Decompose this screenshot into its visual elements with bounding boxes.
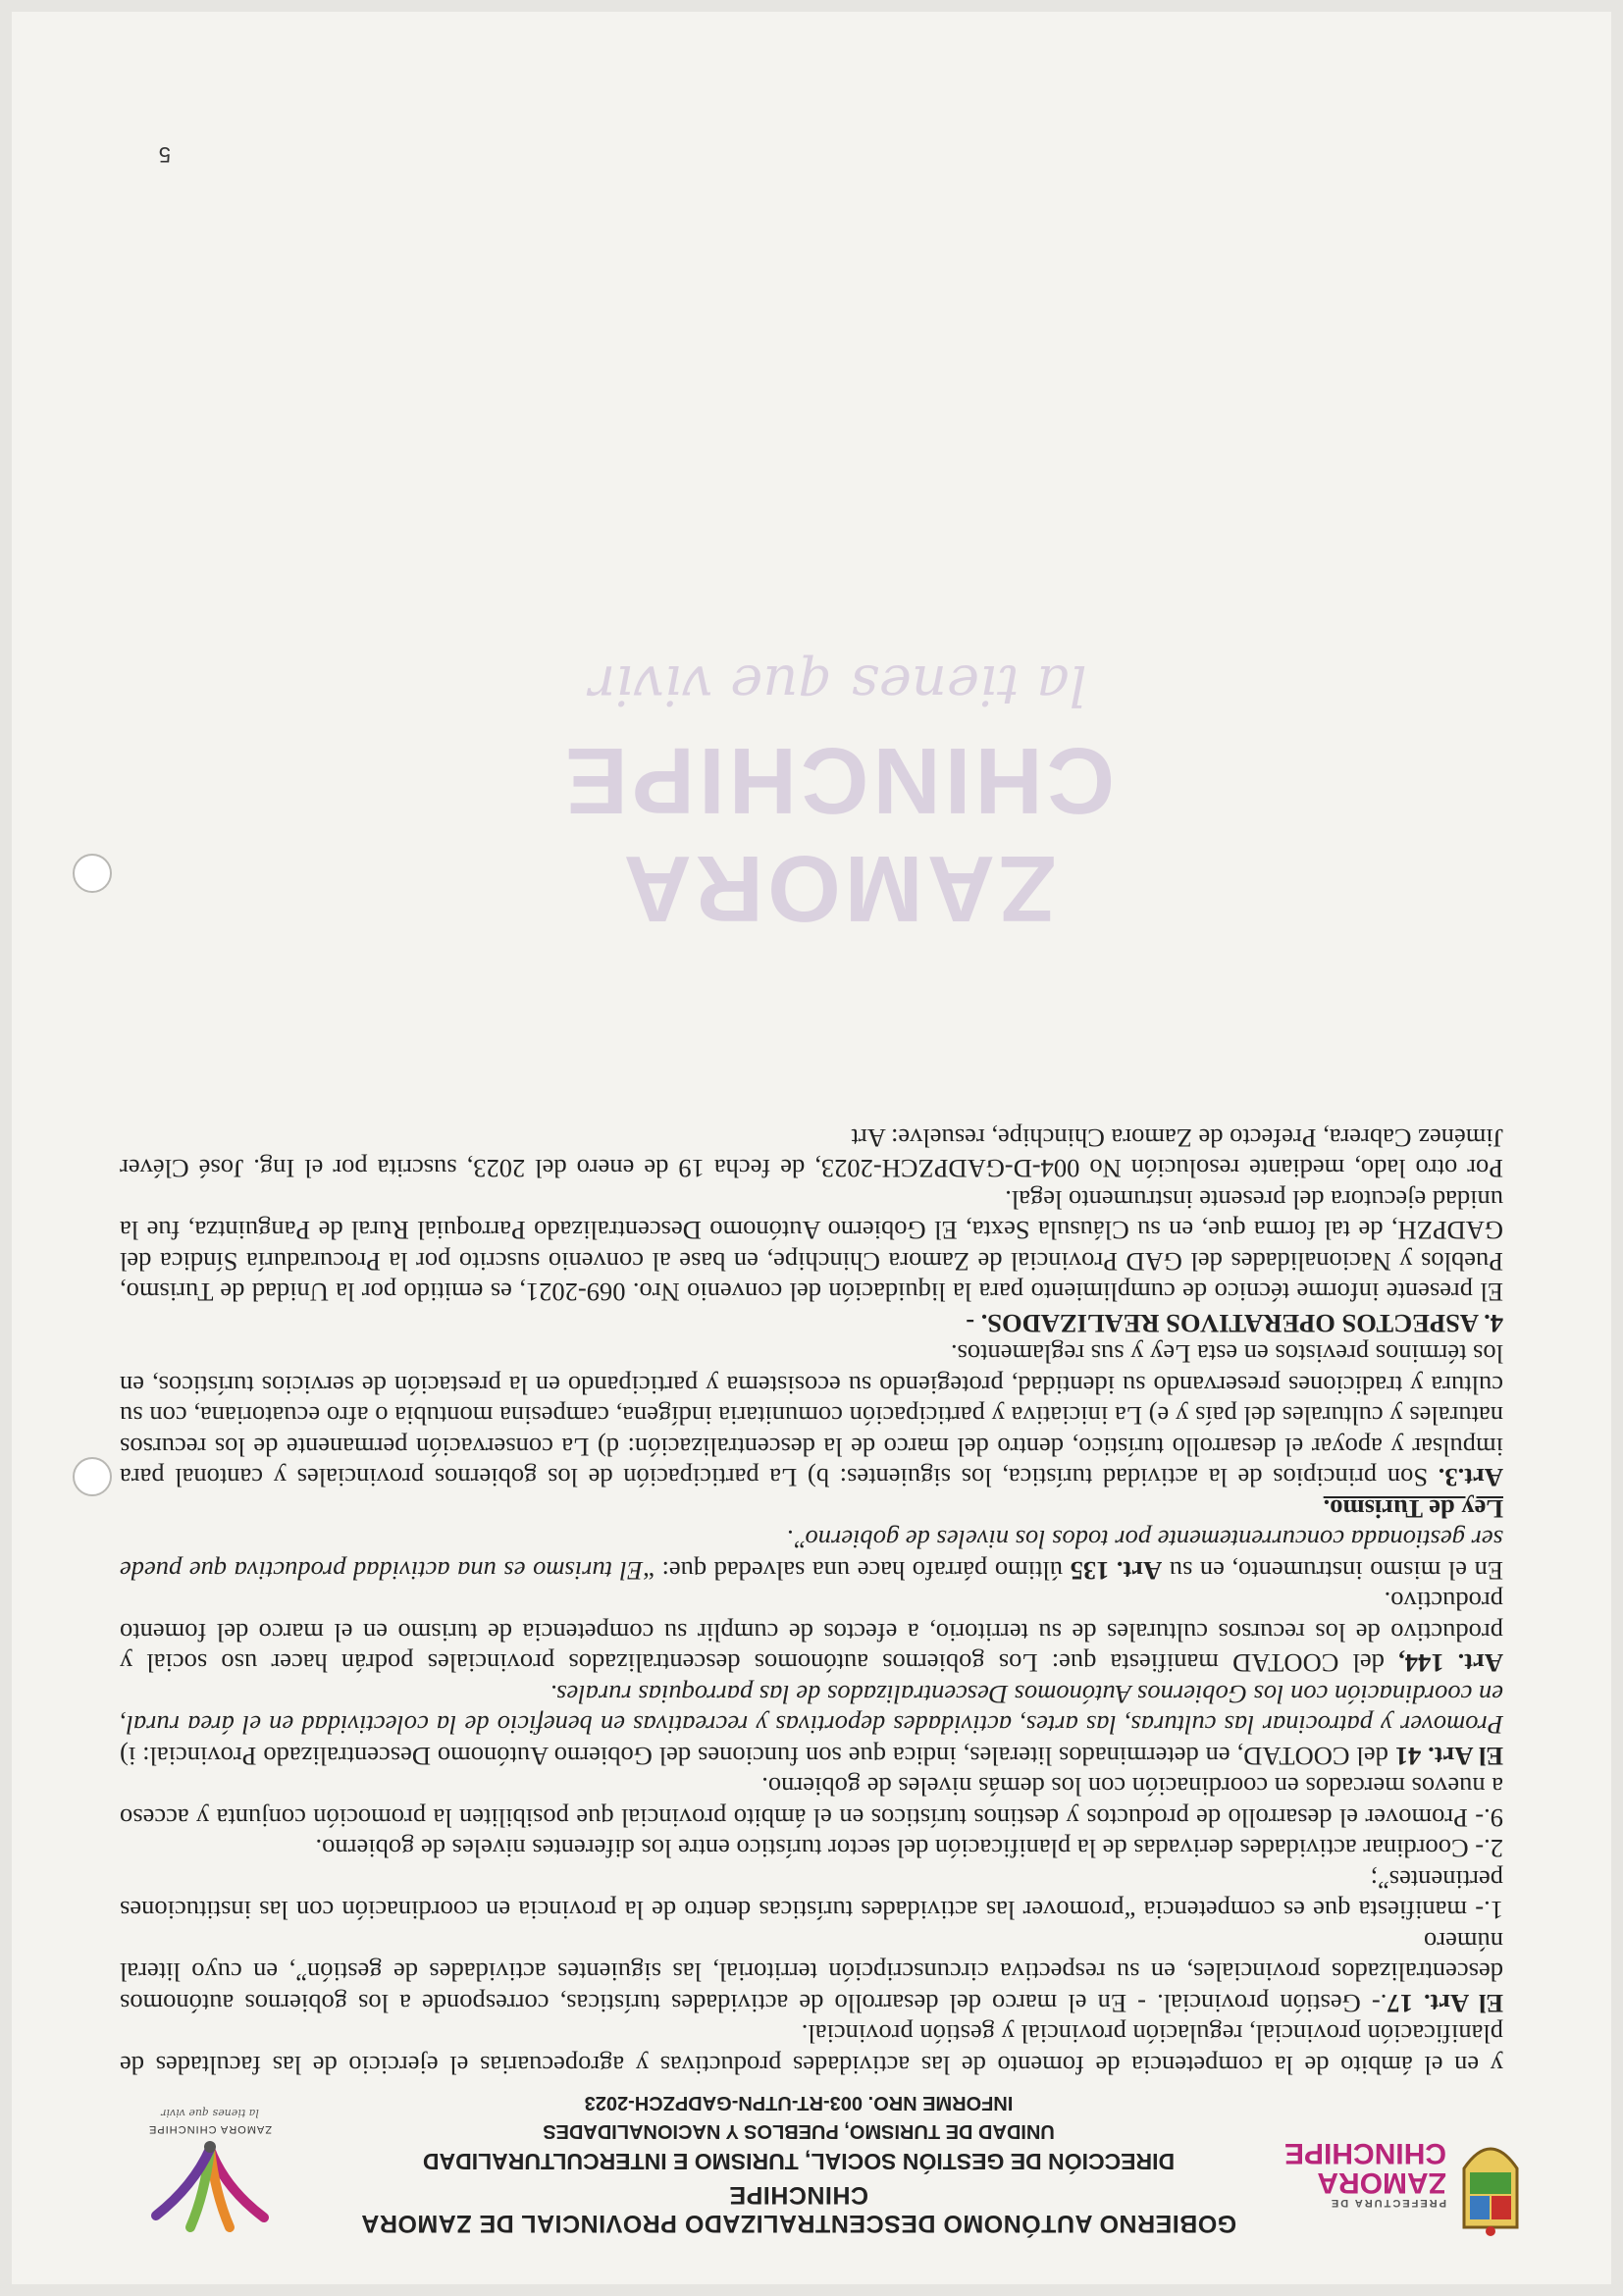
paragraph-art-3 [120, 1338, 1503, 1493]
paragraph-provincial-competence: y en el ámbito de la competencia de fomento de las actividades productivas y agropecuarias el ejercicio de las facultades de planificación provincial, regulación provincial y gestión provincial. [120, 2019, 1503, 2080]
prefectura-logo [1280, 2100, 1525, 2237]
paragraph-art-41 [120, 1679, 1503, 1772]
letterhead [102, 2092, 1525, 2237]
watermark-title: ZAMORA CHINCHIPE [560, 728, 1116, 941]
brand-tagline: la tienes que vivir [161, 2107, 259, 2119]
art-41-label: El Art. 41 [1394, 1742, 1503, 1771]
prefectura-name-line1: ZAMORA [1317, 2166, 1446, 2199]
art-17-text: .- Gestión provincial. - En el marco del desarrollo de actividades turísticas, corresponde a los gobiernos autónomos descentralizados provinciales, en su respectiva circunscripción territorial, las siguientes actividades de gestión”, en cuyo literal número [120, 1927, 1503, 2018]
art-144-label: Art. 144, [1398, 1648, 1503, 1679]
art-41-text: del COOTAD, en determinados literales, indica que son funciones del Gobierno Autónomo Descentralizado Provincial: i) [120, 1742, 1395, 1771]
header-institution: GOBIERNO AUTÓNOMO DESCENTRALIZADO PROVINCIAL DE ZAMORA CHINCHIPE [360, 2181, 1237, 2237]
paragraph-art-135 [120, 1524, 1503, 1586]
art-17-label: El Art. 17 [1387, 1989, 1503, 2018]
punch-hole-top [73, 1457, 112, 1496]
coat-of-arms-icon [1456, 2119, 1525, 2237]
law-title: Ley de Turismo. [1323, 1494, 1503, 1524]
art-135-label: Art. 135 [1070, 1556, 1163, 1586]
watermark [396, 652, 1280, 942]
header-unit: UNIDAD DE TURISMO, PUEBLOS Y NACIONALIDADES [543, 2120, 1055, 2142]
prefectura-name-line2: CHINCHIPE [1283, 2137, 1446, 2169]
zamora-brand-logo [102, 2100, 318, 2237]
art-135-close: ”. [787, 1525, 806, 1555]
art-135-intro: En el mismo instrumento, en su [1162, 1556, 1503, 1586]
paragraph-item-2: 2.- Coordinar actividades derivadas de la planificación del sector turístico entre los diferentes niveles de gobierno. [315, 1834, 1503, 1864]
art-41-italic: Promover y patrocinar las culturas, las artes, actividades deportivas y recreativas en beneficio de la colectividad en el área rural, en coordinación con los Gobiernos Autónomos Descentralizados de las parroquias rurales. [120, 1680, 1503, 1741]
prefectura-name [1284, 2138, 1446, 2208]
paragraph-art-144 [120, 1586, 1503, 1679]
paragraph-technical-report: El presente informe técnico de cumplimiento para la liquidación del convenio Nro. 069-2021, es emitido por la Unidad de Turismo, Pueblos y Nacionalidades del GAD Provincial de Zamora Chinchipe, en base al convenio suscrito por la Procuraduría Síndica del GADPZH, de tal forma que, en su Cláusula Sexta, El Gobierno Autónomo Descentralizado Parroquial Rural de Panguintza, fue la unidad ejecutora del presente instrumento legal. [120, 1185, 1503, 1308]
brand-name: ZAMORA CHINCHIPE [148, 2123, 273, 2135]
section-4-title: 4. ASPECTOS OPERATIVOS REALIZADOS. - [966, 1309, 1503, 1338]
art-135-text: último párrafo hace una salvedad que: “ [643, 1556, 1071, 1586]
header-title-block [357, 2091, 1240, 2237]
paragraph-art-17 [120, 1926, 1503, 2019]
paragraph-item-1: 1.- manifiesta que es competencia “promover las actividades turísticas dentro de la provincia en coordinación con las instituciones pertinentes”; [120, 1865, 1503, 1926]
art-135-quote: El turismo es una actividad productiva que puede ser gestionada concurrentemente por todos los niveles de gobierno [120, 1525, 1503, 1586]
watermark-slogan: la tienes que vivir [589, 652, 1087, 716]
report-body [120, 1122, 1503, 2081]
prefectura-prefix: PREFECTURA DE [1329, 2197, 1446, 2209]
art-144-text: del COOTAD manifiesta que: Los gobiernos autónomos descentralizados provinciales podrán hacer uso social y productivo de los recursos culturales de su territorio, a efectos de cumplir su competencia de turismo en el marco del fomento productivo. [120, 1587, 1503, 1679]
paragraph-item-9: 9.- Promover el desarrollo de productos y destinos turísticos en el ámbito provincial que posibiliten la promoción conjunta y acceso a nuevos mercados en coordinación con los demás niveles de gobierno. [120, 1772, 1503, 1833]
art-3-text: Son principios de la actividad turística, los siguientes: b) La participación de los gobiernos provinciales y cantonal para impulsar y apoyar el desarrollo turístico, dentro del marco de la descentralización: d) La conservación permanente de los recursos naturales y culturales del país y e) La iniciativa y participación comunitaria indígena, campesina montubia o afro ecuatoriana, con su cultura y tradiciones preservando su identidad, protegiendo su ecosistema y participando en la prestación de servicios turísticos, en los términos previstos en esta Ley y sus reglamentos. [120, 1339, 1503, 1493]
art-3-label: Art.3. [1438, 1463, 1503, 1493]
paragraph-resolution: Por otro lado, mediante resolución No 004-D-GADPZCH-2023, de fecha 19 de enero del 2023, suscrita por el Ing. José Cléver Jiménez Cabrera, Prefecto de Zamora Chinchipe, resuelve: Art [120, 1123, 1503, 1184]
hummingbird-icon [136, 2139, 284, 2237]
header-direction: DIRECCIÓN DE GESTIÓN SOCIAL, TURISMO E INTERCULTURALIDAD [422, 2149, 1176, 2174]
punch-hole-bottom [73, 854, 112, 893]
header-report-number: INFORME NRO. 003-RT-UTPN-GADPZCH-2023 [584, 2092, 1014, 2113]
page-number: 5 [158, 142, 171, 167]
